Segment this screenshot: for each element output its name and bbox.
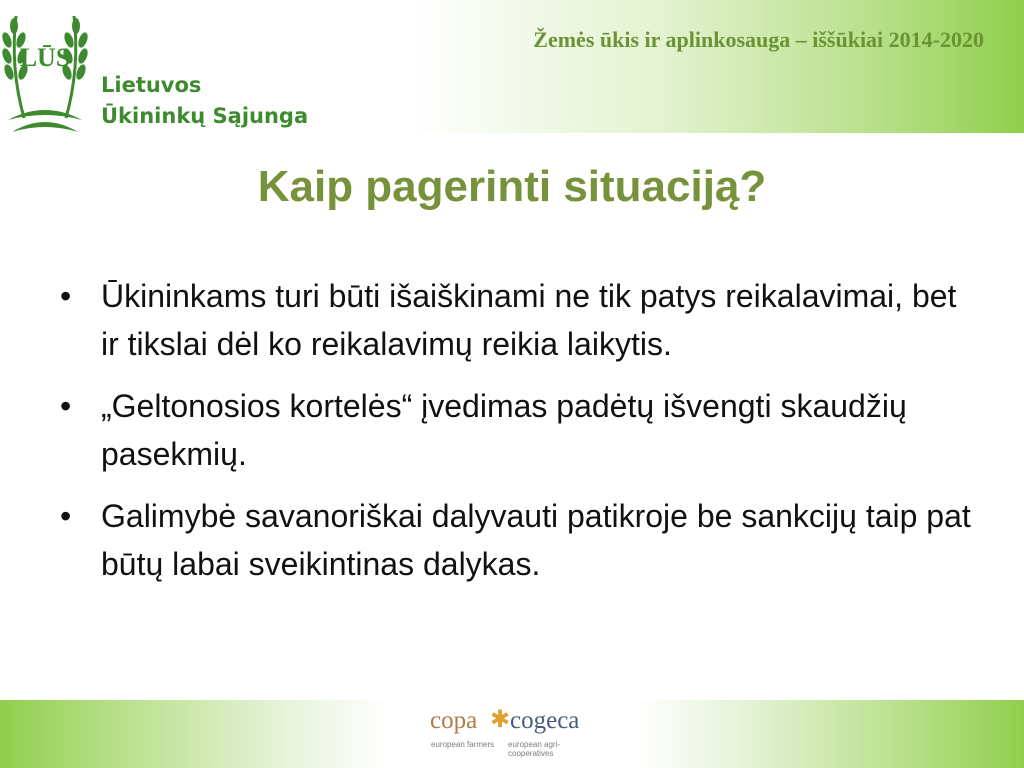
bullet-list (60, 272, 980, 602)
organization-name (101, 70, 308, 132)
wheat-emblem-icon (2, 8, 88, 138)
copa-cogeca-logo (430, 706, 600, 758)
cogeca-subtitle: european agri-cooperatives (508, 740, 561, 758)
bullet-item (60, 492, 980, 588)
bullet-icon: • (60, 388, 72, 424)
bullet-icon: • (60, 278, 72, 314)
bullet-text: Galimybė savanoriškai dalyvauti patikroje be sankcijų taip pat būtų labai sveikintinas dalykas. (101, 498, 971, 582)
bullet-text: „Geltonosios kortelės“ įvedimas padėtų išvengti skaudžių pasekmių. (101, 388, 907, 472)
bullet-icon: • (60, 498, 72, 534)
cogeca-logo-text: cogeca (510, 707, 580, 734)
organization-name-line1: Lietuvos (101, 73, 202, 97)
bullet-text: Ūkininkams turi būti išaiškinami ne tik patys reikalavimai, bet ir tikslai dėl ko reikalavimų reikia laikytis. (101, 278, 957, 362)
emblem-monogram: LŪS (19, 43, 71, 72)
slide-title: Kaip pagerinti situaciją? (257, 162, 767, 211)
copa-logo-text: copa (430, 707, 478, 734)
bullet-item (60, 382, 980, 478)
bullet-item (60, 272, 980, 368)
header-title: Žemės ūkis ir aplinkosauga – iššūkiai 2014-2020 (533, 27, 984, 52)
copa-subtitle: european farmers (431, 740, 495, 749)
star-icon: ✱ (490, 706, 511, 733)
organization-name-line2: Ūkininkų Sąjunga (101, 104, 309, 128)
